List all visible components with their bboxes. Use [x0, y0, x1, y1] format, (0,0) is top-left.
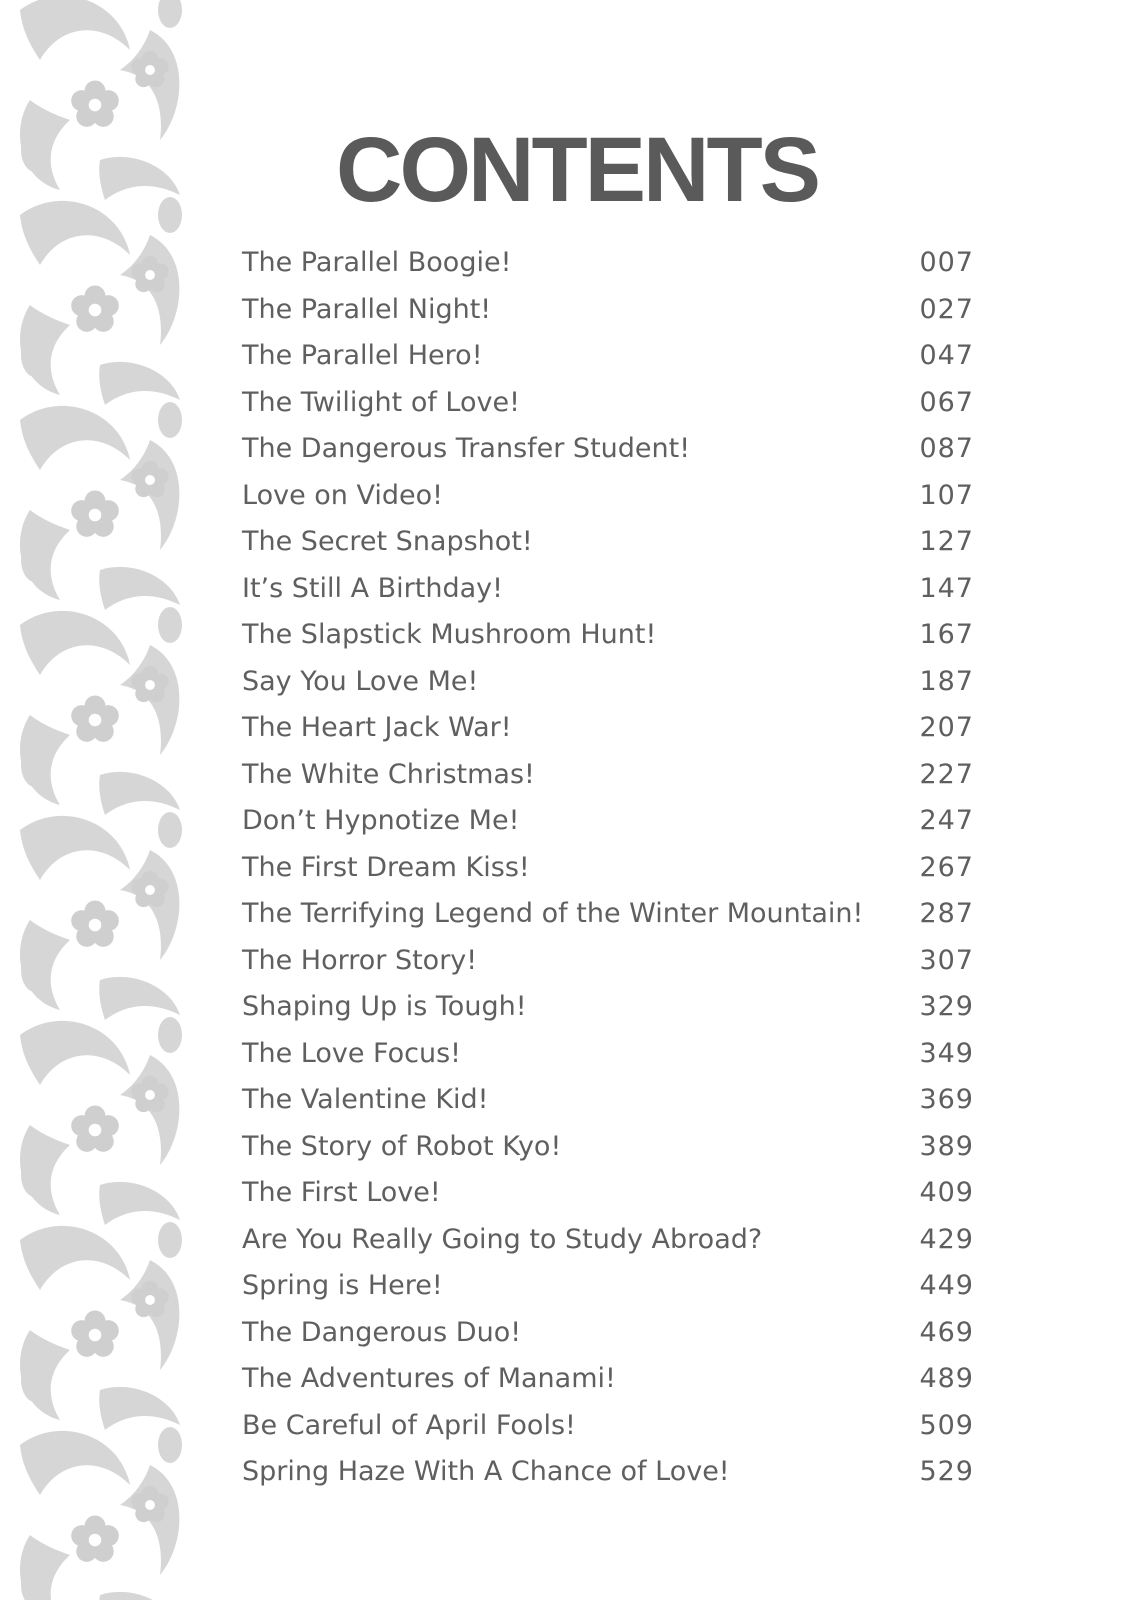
- toc-entry-title: The Dangerous Duo!: [242, 1316, 522, 1348]
- leaf-ornament: [21, 333, 49, 377]
- flower-icon: [71, 286, 119, 332]
- toc-entry-title: It’s Still A Birthday!: [242, 572, 503, 604]
- toc-entry-page-number: 329: [919, 991, 974, 1022]
- toc-entry-page-number: 509: [919, 1409, 974, 1441]
- toc-entry-title: The First Love!: [242, 1177, 441, 1208]
- toc-entry-title: The Secret Snapshot!: [242, 526, 533, 557]
- toc-entry[interactable]: [242, 612, 974, 659]
- toc-entry-title: The Parallel Night!: [242, 293, 492, 325]
- floral-border-ornament: [0, 0, 190, 1600]
- toc-entry-title: Shaping Up is Tough!: [242, 991, 527, 1022]
- toc-entry[interactable]: [242, 240, 974, 287]
- toc-entry-page-number: 107: [919, 479, 974, 511]
- toc-entry[interactable]: [242, 891, 974, 938]
- toc-entry-page-number: 469: [919, 1316, 974, 1348]
- toc-entry[interactable]: [242, 1031, 974, 1078]
- toc-entry-title: The Parallel Hero!: [242, 340, 483, 371]
- toc-entry[interactable]: [242, 984, 974, 1031]
- toc-entry-page-number: 247: [919, 805, 974, 836]
- ornament-motif: [20, 197, 182, 405]
- toc-entry-page-number: 287: [919, 898, 974, 929]
- toc-entry-page-number: 207: [919, 712, 974, 743]
- flower-icon: [71, 491, 119, 537]
- ornament-motif: [20, 1427, 182, 1600]
- ornament-motif: [20, 1222, 182, 1430]
- toc-entry-page-number: 147: [919, 572, 974, 604]
- toc-entry-page-number: 267: [919, 851, 974, 883]
- toc-entry[interactable]: [242, 1356, 974, 1403]
- toc-entry-page-number: 349: [919, 1037, 974, 1069]
- flower-icon: [71, 1311, 119, 1357]
- toc-entry-page-number: 307: [919, 944, 974, 976]
- toc-entry-title: The Adventures of Manami!: [242, 1363, 616, 1394]
- toc-entry[interactable]: [242, 1263, 974, 1310]
- toc-entry-page-number: 127: [919, 526, 974, 557]
- ornament-motif: [20, 402, 182, 610]
- leaf-ornament: [20, 1431, 130, 1495]
- toc-entry[interactable]: [242, 473, 974, 520]
- page-title: CONTENTS: [336, 119, 818, 221]
- toc-entry[interactable]: [242, 798, 974, 845]
- toc-entry-page-number: 489: [919, 1363, 974, 1394]
- leaf-ornament: [158, 607, 182, 643]
- toc-entry-title: The Valentine Kid!: [242, 1084, 489, 1115]
- toc-entry-page-number: 067: [919, 386, 974, 418]
- leaf-ornament: [21, 538, 49, 582]
- leaf-ornament: [20, 1021, 130, 1085]
- toc-entry[interactable]: [242, 1403, 974, 1450]
- table-of-contents: [242, 240, 974, 1496]
- leaf-ornament: [99, 1387, 180, 1430]
- ornament-motif: [20, 1017, 182, 1225]
- toc-entry-title: The Heart Jack War!: [242, 712, 512, 743]
- toc-entry-title: The First Dream Kiss!: [242, 851, 530, 883]
- toc-entry-title: The Terrifying Legend of the Winter Mountain!: [242, 898, 864, 929]
- flower-icon: [71, 81, 119, 127]
- ornament-motif: [20, 812, 182, 1020]
- toc-entry-title: The Story of Robot Kyo!: [242, 1130, 562, 1162]
- leaf-ornament: [158, 1427, 182, 1463]
- leaf-ornament: [99, 1592, 180, 1600]
- ornament-motif: [20, 607, 182, 815]
- leaf-ornament: [21, 128, 49, 172]
- leaf-ornament: [21, 743, 49, 787]
- ornament-motif: [20, 0, 182, 200]
- toc-entry[interactable]: [242, 659, 974, 706]
- toc-entry[interactable]: [242, 752, 974, 799]
- toc-entry[interactable]: [242, 1124, 974, 1171]
- toc-entry-page-number: 047: [919, 340, 974, 371]
- toc-entry[interactable]: [242, 333, 974, 380]
- leaf-ornament: [20, 406, 130, 470]
- leaf-ornament: [158, 197, 182, 233]
- toc-entry-title: Don’t Hypnotize Me!: [242, 805, 520, 836]
- toc-entry-title: Are You Really Going to Study Abroad?: [242, 1223, 763, 1255]
- ornament-pattern: [20, 0, 182, 1600]
- leaf-ornament: [99, 567, 180, 610]
- leaf-ornament: [99, 772, 180, 815]
- toc-entry-page-number: 529: [919, 1456, 974, 1487]
- toc-entry[interactable]: [242, 519, 974, 566]
- toc-entry-title: The Horror Story!: [242, 944, 478, 976]
- leaf-ornament: [20, 201, 130, 265]
- leaf-ornament: [158, 0, 182, 28]
- leaf-ornament: [99, 362, 180, 405]
- leaf-ornament: [20, 816, 130, 880]
- toc-entry-page-number: 389: [919, 1130, 974, 1162]
- toc-entry-title: Love on Video!: [242, 479, 443, 511]
- toc-entry-page-number: 449: [919, 1270, 974, 1301]
- toc-entry-title: Spring is Here!: [242, 1270, 443, 1301]
- flower-icon: [71, 1106, 119, 1152]
- toc-entry-page-number: 409: [919, 1177, 974, 1208]
- toc-entry[interactable]: [242, 1449, 974, 1496]
- toc-entry-title: Be Careful of April Fools!: [242, 1409, 576, 1441]
- toc-entry[interactable]: [242, 938, 974, 985]
- toc-entry[interactable]: [242, 1170, 974, 1217]
- toc-entry-page-number: 369: [919, 1084, 974, 1115]
- leaf-ornament: [21, 948, 49, 992]
- flower-icon: [71, 1516, 119, 1562]
- toc-entry-title: Spring Haze With A Chance of Love!: [242, 1456, 730, 1487]
- leaf-ornament: [20, 1226, 130, 1290]
- toc-entry[interactable]: [242, 426, 974, 473]
- leaf-ornament: [158, 812, 182, 848]
- toc-entry-page-number: 227: [919, 758, 974, 790]
- leaf-ornament: [158, 1222, 182, 1258]
- leaf-ornament: [20, 611, 130, 675]
- toc-entry[interactable]: [242, 845, 974, 892]
- toc-entry-page-number: 087: [919, 433, 974, 464]
- toc-entry-page-number: 429: [919, 1223, 974, 1255]
- leaf-ornament: [158, 402, 182, 438]
- toc-entry-title: The Parallel Boogie!: [242, 247, 512, 278]
- toc-entry-page-number: 187: [919, 665, 974, 697]
- toc-entry-page-number: 027: [919, 293, 974, 325]
- leaf-ornament: [99, 1182, 180, 1225]
- toc-entry-title: Say You Love Me!: [242, 665, 479, 697]
- leaf-ornament: [21, 1153, 49, 1197]
- toc-entry-title: The White Christmas!: [242, 758, 535, 790]
- toc-entry-title: The Love Focus!: [242, 1037, 461, 1069]
- toc-entry-title: The Dangerous Transfer Student!: [242, 433, 691, 464]
- toc-entry-page-number: 167: [919, 619, 974, 650]
- toc-entry[interactable]: [242, 705, 974, 752]
- leaf-ornament: [99, 157, 180, 200]
- toc-entry-page-number: 007: [919, 247, 974, 278]
- toc-entry[interactable]: [242, 566, 974, 613]
- leaf-ornament: [21, 1358, 49, 1402]
- toc-entry[interactable]: [242, 1310, 974, 1357]
- leaf-ornament: [20, 0, 130, 60]
- flower-icon: [71, 901, 119, 947]
- flower-icon: [71, 696, 119, 742]
- toc-entry[interactable]: [242, 287, 974, 334]
- leaf-ornament: [99, 977, 180, 1020]
- toc-entry[interactable]: [242, 380, 974, 427]
- toc-entry-title: The Twilight of Love!: [242, 386, 520, 418]
- leaf-ornament: [158, 1017, 182, 1053]
- toc-entry[interactable]: [242, 1077, 974, 1124]
- toc-entry[interactable]: [242, 1217, 974, 1264]
- toc-entry-title: The Slapstick Mushroom Hunt!: [242, 619, 657, 650]
